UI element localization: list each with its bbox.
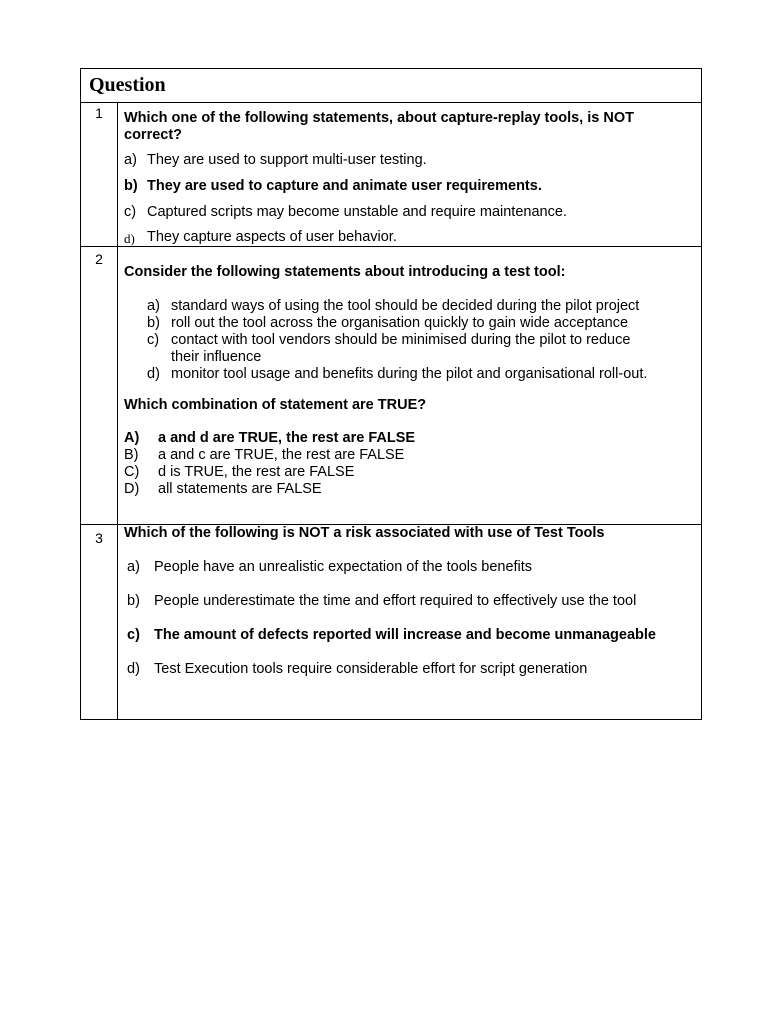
answer-label: A) [124,430,140,446]
option-text: They are used to capture and animate user requirements. [147,178,542,194]
header-title: Question [89,74,166,96]
option-label: c) [127,627,140,643]
option-text: Test Execution tools require considerable effort for script generation [154,661,588,677]
answer-label: D) [124,481,140,497]
answer-text: d is TRUE, the rest are FALSE [158,464,355,480]
sub-question: Which combination of statement are TRUE? [124,397,427,413]
option-label: a) [124,152,137,168]
statement-label: d) [147,366,160,382]
table-header [81,69,701,103]
statement-text: contact with tool vendors should be minimised during the pilot to reduce [171,332,631,348]
option-label: b) [124,178,138,194]
question-stem: Consider the following statements about introducing a test tool: [124,264,566,280]
question-number: 3 [95,530,103,546]
option-label: d) [127,661,140,677]
statement-text: roll out the tool across the organisation quickly to gain wide acceptance [171,315,629,331]
statement-label: b) [147,315,160,331]
option-text: They capture aspects of user behavior. [147,229,397,245]
answer-label: C) [124,464,140,480]
answer-text: a and c are TRUE, the rest are FALSE [158,447,405,463]
statement-text: standard ways of using the tool should be decided during the pilot project [171,298,640,314]
statement-label: a) [147,298,160,314]
answer-text: all statements are FALSE [158,481,322,497]
question-number: 2 [95,251,103,267]
statement-label: c) [147,332,160,348]
option-text: The amount of defects reported will increase and become unmanageable [154,627,656,643]
option-text: People have an unrealistic expectation of the tools benefits [154,559,533,575]
option-label: d) [124,231,135,246]
question-number: 1 [95,105,103,121]
option-text: People underestimate the time and effort required to effectively use the tool [154,593,637,609]
answer-text: a and d are TRUE, the rest are FALSE [158,430,416,446]
answer-label: B) [124,447,139,463]
option-text: They are used to support multi-user testing. [147,152,427,168]
row-divider [81,246,701,247]
question-stem: Which one of the following statements, about capture-replay tools, is NOT [124,110,634,126]
option-label: b) [127,593,140,609]
option-label: a) [127,559,140,575]
column-divider [117,102,118,720]
statement-text: monitor tool usage and benefits during the pilot and organisational roll-out. [171,366,648,382]
question-stem: correct? [124,127,183,143]
question-table [80,68,702,720]
statement-text: their influence [171,349,262,365]
option-label: c) [124,204,137,220]
option-text: Captured scripts may become unstable and require maintenance. [147,204,567,220]
question-stem: Which of the following is NOT a risk associated with use of Test Tools [124,525,605,541]
